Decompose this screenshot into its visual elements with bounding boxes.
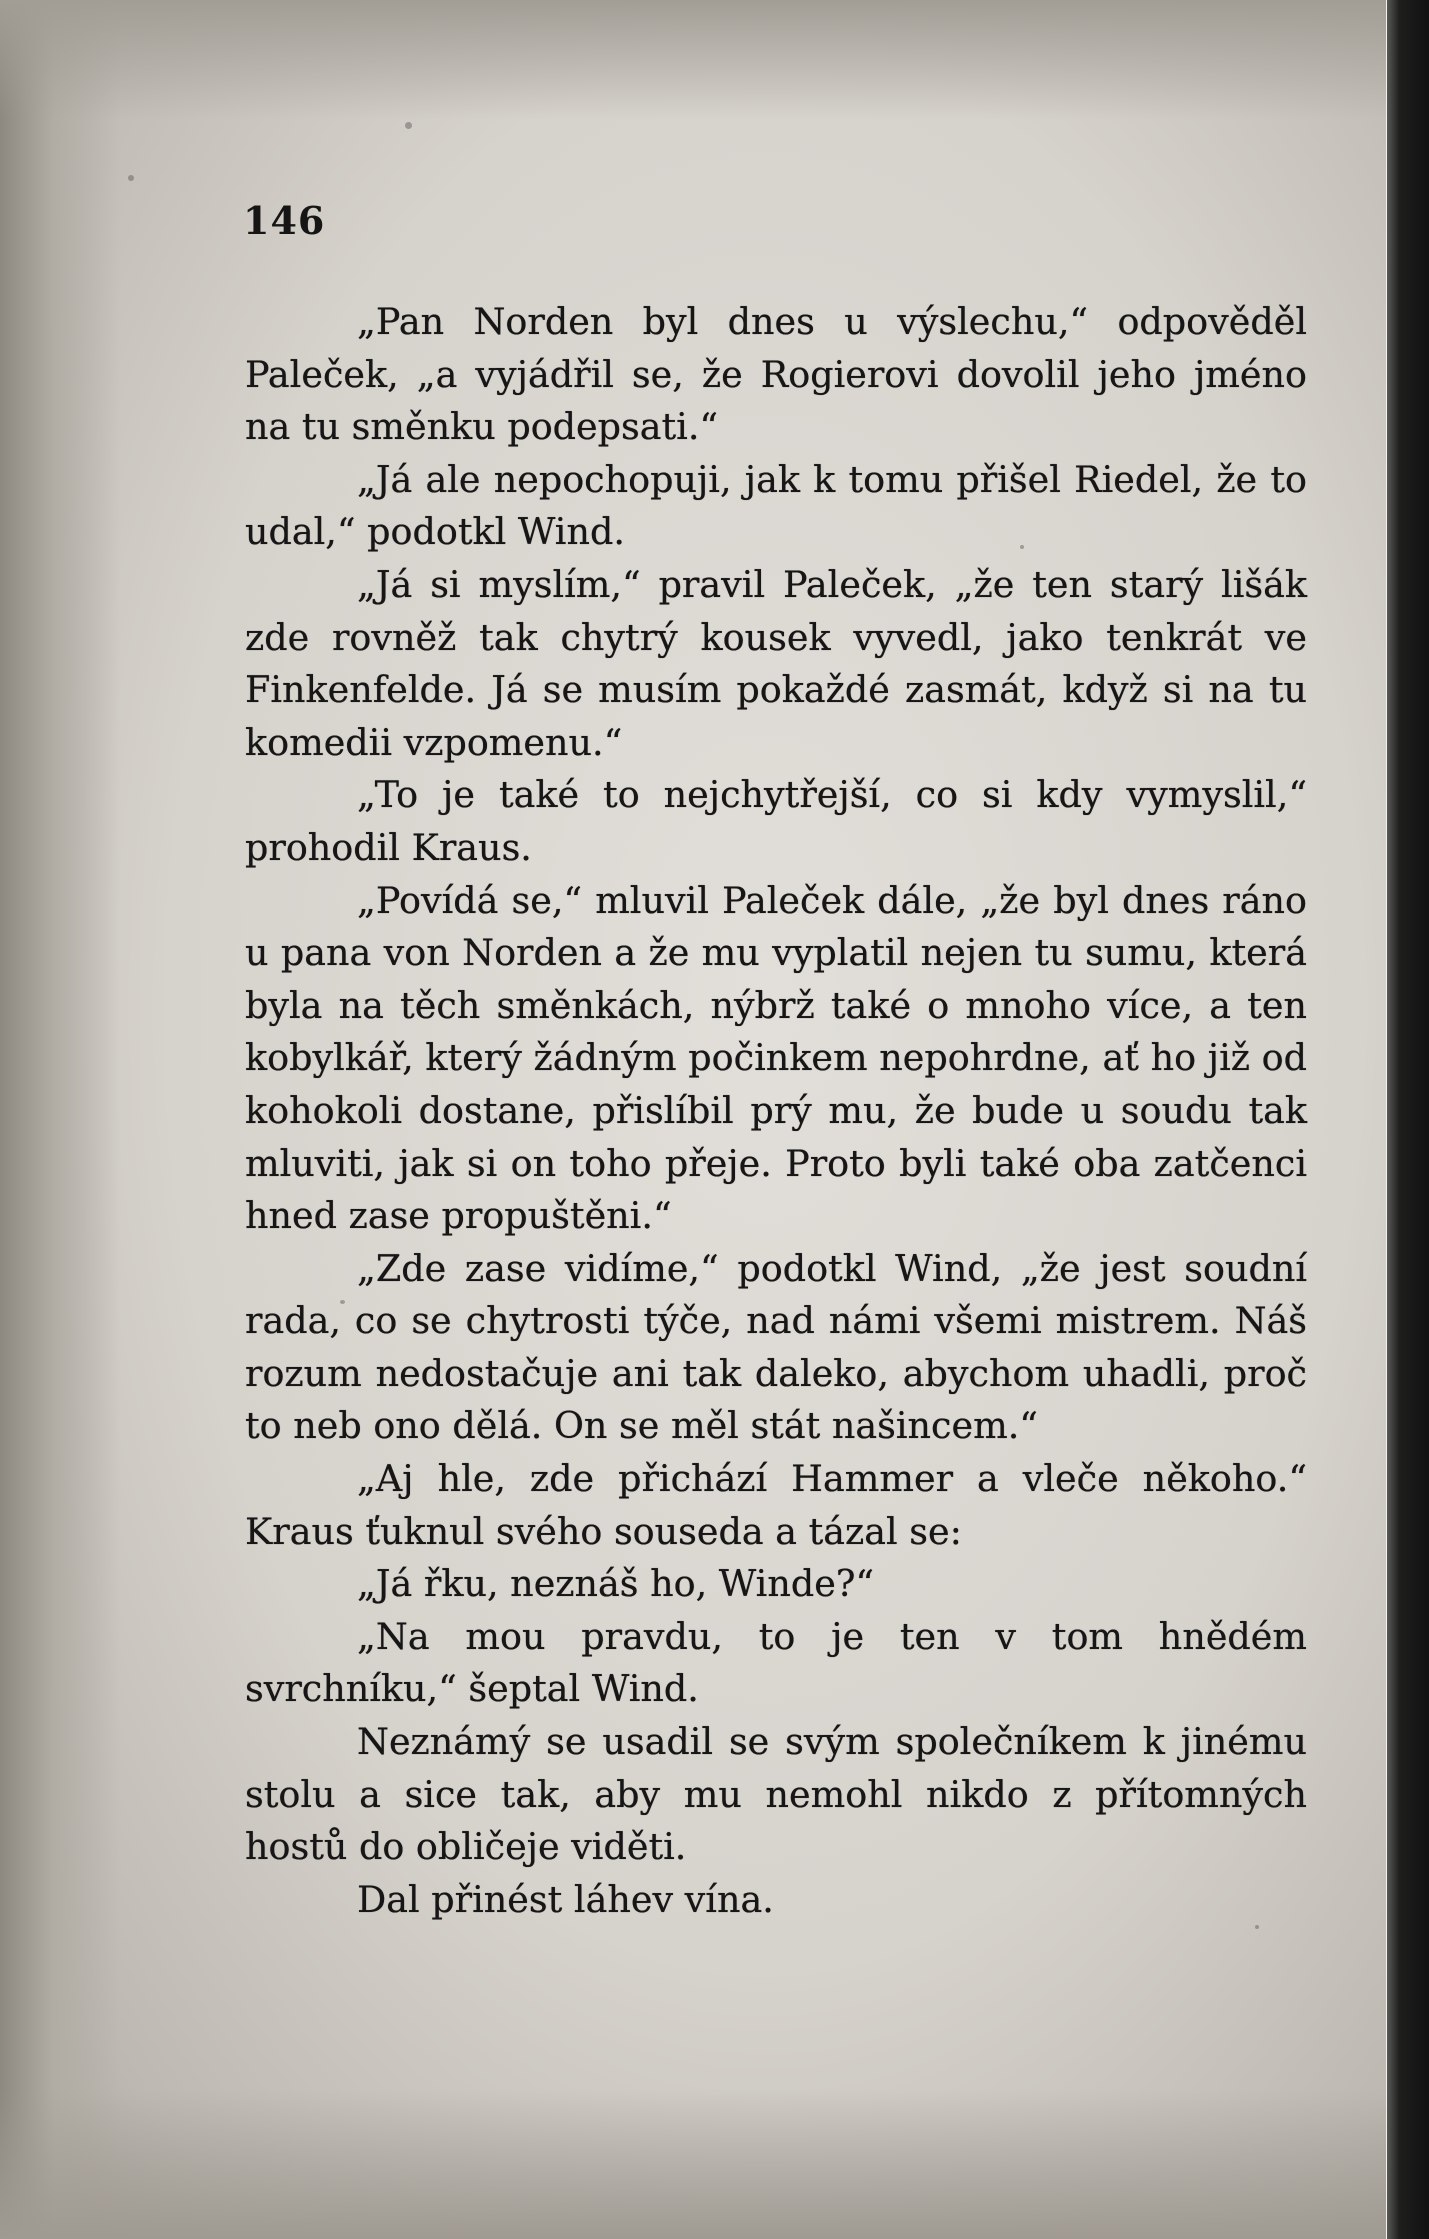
left-edge-shadow <box>0 0 120 2239</box>
paragraph: „Já řku, neznáš ho, Winde?“ <box>357 1562 875 1606</box>
paragraph: „Já ale nepochopuji, jak k tomu přišel Riedel, že to udal,“ podotkl Wind. <box>245 457 1307 554</box>
paragraph: Neznámý se usadil se svým společníkem k jinému stolu a sice tak, aby mu nemohl nikdo z přítomných hostů do obličeje viděti. <box>245 1720 1307 1869</box>
paragraph: „Pan Norden byl dnes u výslechu,“ odpověděl Paleček, „a vyjádřil se, že Rogierovi dovolil jeho jméno na tu směnku podepsati.“ <box>245 300 1307 449</box>
body-text <box>245 296 1307 1926</box>
bottom-edge-shadow <box>0 2089 1390 2239</box>
paragraph: „Aj hle, zde přichází Hammer a vleče někoho.“ Kraus ťuknul svého souseda a tázal se: <box>245 1457 1307 1553</box>
paper-speck <box>128 175 134 181</box>
book-spine-shadow <box>1387 0 1429 2239</box>
paragraph: Dal přinést láhev vína. <box>357 1877 774 1921</box>
paper-speck <box>405 122 412 129</box>
paragraph: „Povídá se,“ mluvil Paleček dále, „že byl dnes ráno u pana von Norden a že mu vyplatil nejen tu sumu, která byla na těch směnkách, nýbrž také o mnoho více, a ten kobylkář, který žádným počinkem nepohrdne, ať ho již od kohokoli dostane, přislíbil prý mu, že bude u soudu tak mluviti, jak si on toho přeje. Proto byli také oba zatčenci hned zase propuštěni.“ <box>245 878 1307 1238</box>
paragraph: „Já si myslím,“ pravil Paleček, „že ten starý lišák zde rovněž tak chytrý kousek vyvedl, jako tenkrát ve Finkenfelde. Já se musím pokaždé zasmát, když si na tu komedii vzpomenu.“ <box>245 562 1307 764</box>
paragraph: „Na mou pravdu, to je ten v tom hnědém svrchníku,“ šeptal Wind. <box>245 1614 1307 1711</box>
page-number: 146 <box>243 198 326 243</box>
top-edge-shadow <box>0 0 1390 120</box>
paragraph: „To je také to nejchytřejší, co si kdy vymyslil,“ prohodil Kraus. <box>245 773 1307 869</box>
paragraph: „Zde zase vidíme,“ podotkl Wind, „že jest soudní rada, co se chytrosti týče, nad námi všemi mistrem. Náš rozum nedostačuje ani tak daleko, abychom uhadli, proč to neb ono dělá. On se měl stát našincem.“ <box>245 1246 1307 1448</box>
